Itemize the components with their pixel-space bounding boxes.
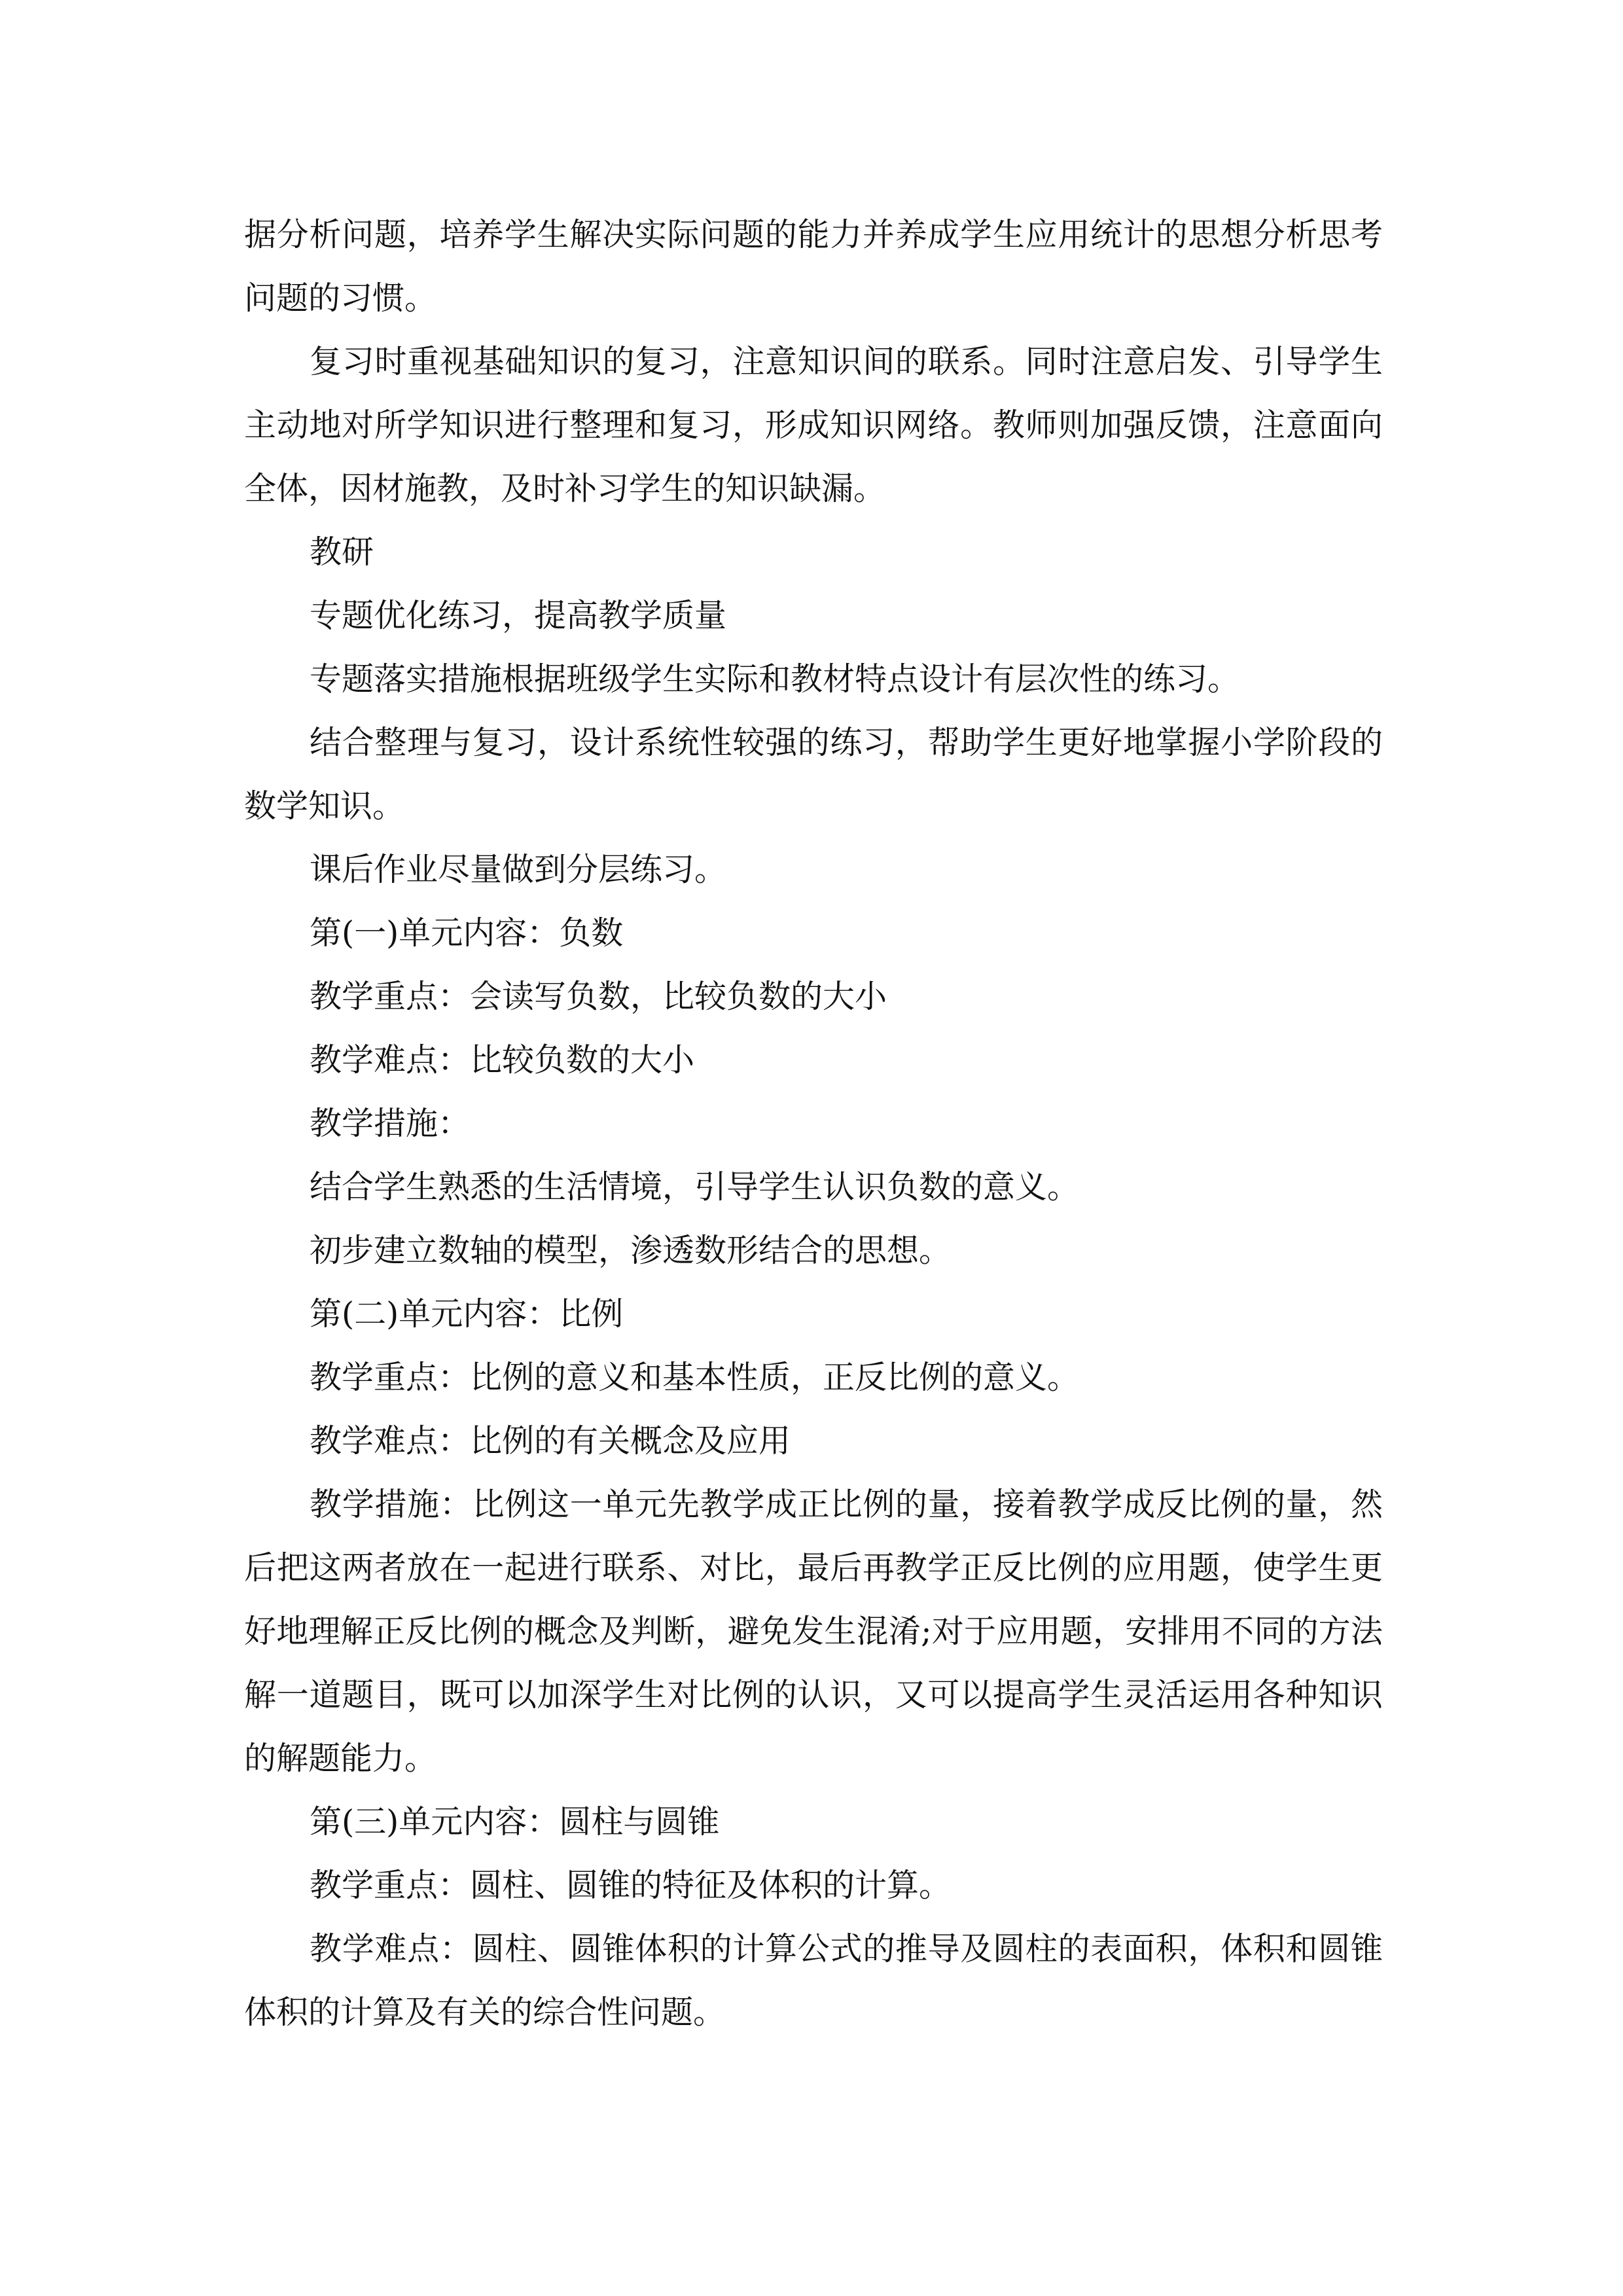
paragraph: 专题落实措施根据班级学生实际和教材特点设计有层次性的练习。 — [310, 660, 1240, 698]
teaching-focus: 教学重点：会读写负数，比较负数的大小 — [310, 978, 887, 1015]
paragraph: 结合学生熟悉的生活情境，引导学生认识负数的意义。 — [310, 1168, 1080, 1206]
teaching-measures: 教学措施：比例这一单元先教学成正比例的量，接着教学成反比例的量，然后把这两者放在一起进行联系、对比，最后再教学正反比例的应用题，使学生更好地理解正反比例的概念及判断，避免发生混淆;对于应用题，安排用不同的方法解一道题目，既可以加深学生对比例的认识，又可以提高学生灵活运用各种知识的解题能力。 — [244, 1486, 1383, 1777]
unit-heading: 第(二)单元内容：比例 — [310, 1295, 624, 1333]
teaching-difficulty: 教学难点：圆柱、圆锥体积的计算公式的推导及圆柱的表面积，体积和圆锥体积的计算及有关的综合性问题。 — [244, 1930, 1383, 2031]
teaching-measures: 教学措施： — [310, 1105, 471, 1142]
teaching-focus: 教学重点：圆柱、圆锥的特征及体积的计算。 — [310, 1867, 952, 1904]
unit-heading: 第(三)单元内容：圆柱与圆锥 — [310, 1803, 720, 1840]
teaching-focus: 教学重点：比例的意义和基本性质，正反比例的意义。 — [310, 1359, 1080, 1396]
teaching-difficulty: 教学难点：比例的有关概念及应用 — [310, 1422, 791, 1460]
paragraph: 课后作业尽量做到分层练习。 — [310, 851, 727, 888]
paragraph: 结合整理与复习，设计系统性较强的练习，帮助学生更好地掌握小学阶段的数学知识。 — [244, 724, 1383, 825]
unit-heading: 第(一)单元内容：负数 — [310, 914, 624, 952]
document-body — [244, 203, 1383, 2044]
paragraph: 复习时重视基础知识的复习，注意知识间的联系。同时注意启发、引导学生主动地对所学知识进行整理和复习，形成知识网络。教师则加强反馈，注意面向全体，因材施教，及时补习学生的知识缺漏。 — [244, 343, 1383, 507]
paragraph: 专题优化练习，提高教学质量 — [310, 597, 727, 634]
teaching-difficulty: 教学难点：比较负数的大小 — [310, 1041, 695, 1079]
paragraph: 据分析问题，培养学生解决实际问题的能力并养成学生应用统计的思想分析思考问题的习惯。 — [244, 216, 1383, 317]
paragraph: 初步建立数轴的模型，渗透数形结合的思想。 — [310, 1232, 952, 1269]
section-heading: 教研 — [310, 533, 374, 571]
